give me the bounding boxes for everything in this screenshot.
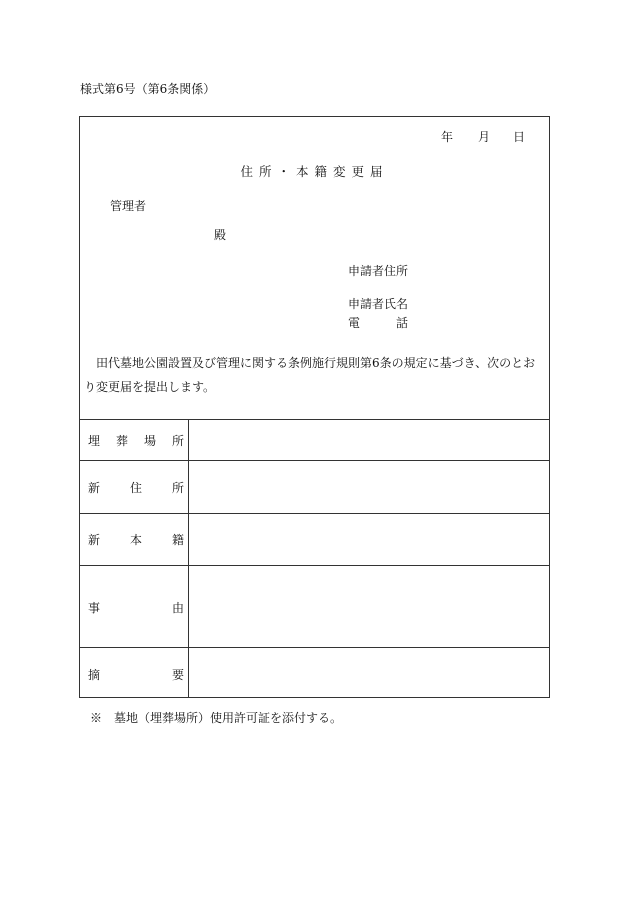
table-top-line <box>80 419 549 420</box>
applicant-address-label: 申請者住所 <box>348 264 409 278</box>
phone-label-char-2: 話 <box>396 316 409 330</box>
row-label-reason: 事 由 <box>88 601 184 615</box>
date-day-label: 日 <box>513 130 526 144</box>
attachment-note: ※ 墓地（埋葬場所）使用許可証を添付する。 <box>90 711 343 725</box>
row-divider <box>80 565 549 566</box>
form-number: 様式第6号（第6条関係） <box>80 82 216 96</box>
row-label-burial-place: 埋 葬 場 所 <box>88 434 184 448</box>
form-box <box>79 116 550 698</box>
row-label-new-registered-domicile: 新 本 籍 <box>88 533 184 547</box>
form-title: 住所・本籍変更届 <box>240 164 389 179</box>
row-divider <box>80 513 549 514</box>
addressee-label: 管理者 <box>110 199 147 213</box>
honorific-label: 殿 <box>214 228 227 242</box>
row-divider <box>80 460 549 461</box>
body-paragraph: 田代墓地公園設置及び管理に関する条例施行規則第6条の規定に基づき、次のとおり変更届を提出します。 <box>84 356 536 394</box>
date-year-label: 年 <box>441 130 454 144</box>
applicant-name-label: 申請者氏名 <box>348 297 409 311</box>
body-text <box>84 351 546 399</box>
column-divider <box>188 419 189 697</box>
row-divider <box>80 647 549 648</box>
date-month-label: 月 <box>478 130 491 144</box>
row-label-new-address: 新 住 所 <box>88 481 184 495</box>
row-label-remarks: 摘 要 <box>88 668 184 682</box>
phone-label-char-1: 電 <box>348 316 361 330</box>
